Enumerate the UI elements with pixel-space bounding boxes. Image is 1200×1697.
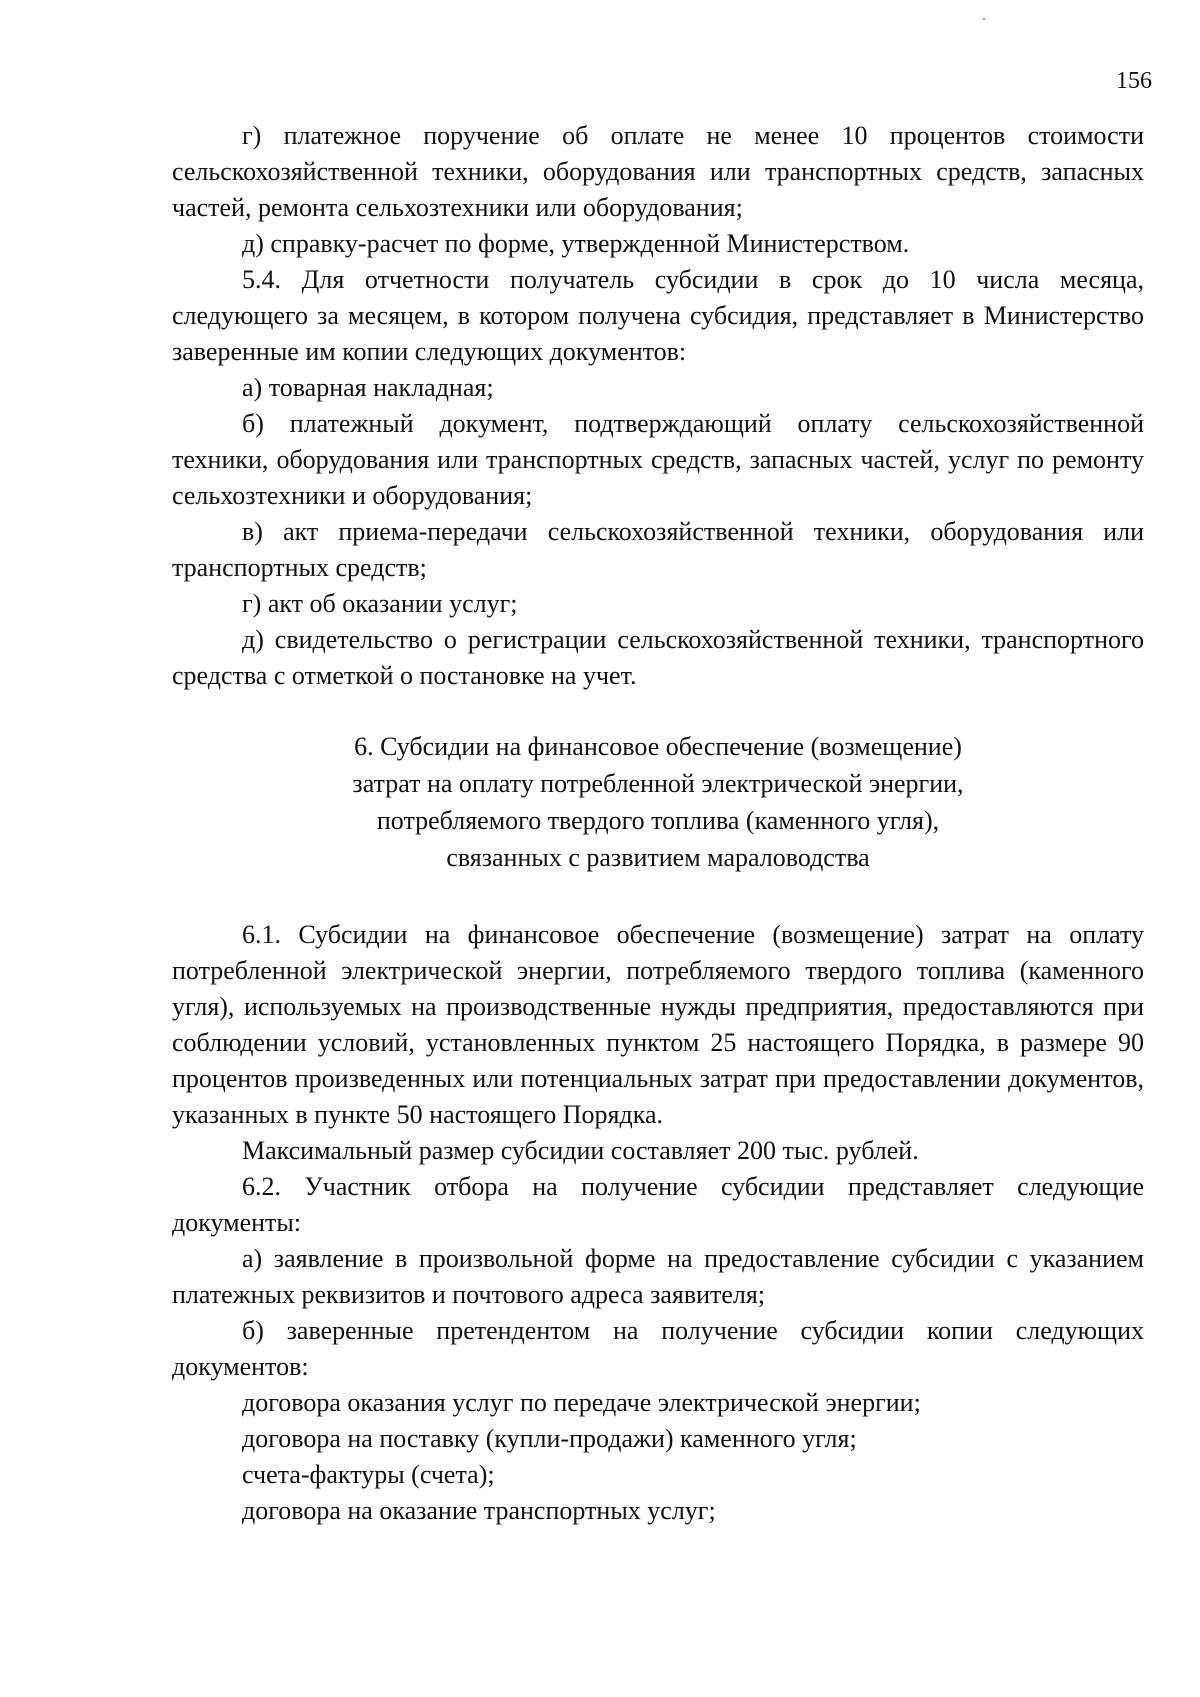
list-item-transport-contract: договора на оказание транспортных услуг; — [242, 1496, 716, 1525]
section-heading-line: затрат на оплату потребленной электрической энергии, — [352, 769, 964, 798]
paragraph-consignment-note: а) товарная накладная; — [242, 373, 494, 402]
paragraph-max-subsidy: Максимальный размер субсидии составляет 200 тыс. рублей. — [242, 1136, 919, 1165]
section-heading-line: связанных с развитием мараловодства — [446, 843, 870, 872]
text-block-upper — [172, 118, 1144, 694]
paragraph-5-4: 5.4. Для отчетности получатель субсидии в срок до 10 числа месяца, следующего за месяцем, в котором получена субсидия, представляет в Министерство заверенные им копии следующих документов: — [172, 265, 1144, 366]
paragraph-payment-document: б) платежный документ, подтверждающий оплату сельскохозяйственной техники, оборудования или транспортных средств, запасных частей, услуг по ремонту сельхозтехники и оборудования; — [172, 409, 1144, 510]
page-number: 156 — [1116, 68, 1152, 94]
paragraph-application: а) заявление в произвольной форме на предоставление субсидии с указанием платежных реквизитов и почтового адреса заявителя; — [172, 1244, 1144, 1309]
list-item-invoices: счета-фактуры (счета); — [242, 1460, 495, 1489]
paragraph-services-act: г) акт об оказании услуг; — [242, 589, 518, 618]
paragraph-calculation-certificate: д) справку-расчет по форме, утвержденной Министерством. — [242, 229, 910, 258]
section-heading-line: 6. Субсидии на финансовое обеспечение (возмещение) — [354, 732, 962, 761]
text-block-lower — [172, 917, 1144, 1529]
section-heading-line: потребляемого твердого топлива (каменного угля), — [376, 806, 940, 835]
paragraph-6-1: 6.1. Субсидии на финансовое обеспечение (возмещение) затрат на оплату потребленной электрической энергии, потребляемого твердого топлива (каменного угля), используемых на производственные нужды предприятия, предоставляются при соблюдении условий, установленных пунктом 25 настоящего Порядка, в размере 90 процентов произведенных или потенциальных затрат при предоставлении документов, указанных в пункте 50 настоящего Порядка. — [172, 920, 1144, 1129]
list-item-coal-supply-contract: договора на поставку (купли-продажи) каменного угля; — [242, 1424, 857, 1453]
scan-speck — [983, 18, 985, 20]
paragraph-certified-copies: б) заверенные претендентом на получение субсидии копии следующих документов: — [172, 1316, 1144, 1381]
paragraph-payment-order: г) платежное поручение об оплате не менее 10 процентов стоимости сельскохозяйственной техники, оборудования или транспортных средств, запасных частей, ремонта сельхозтехники или оборудования; — [172, 121, 1144, 222]
paragraph-acceptance-act: в) акт приема-передачи сельскохозяйственной техники, оборудования или транспортных средств; — [172, 517, 1144, 582]
paragraph-registration-certificate: д) свидетельство о регистрации сельскохозяйственной техники, транспортного средства с отметкой о постановке на учет. — [172, 625, 1144, 690]
list-item-electricity-contract: договора оказания услуг по передаче электрической энергии; — [242, 1388, 921, 1417]
section-6-heading — [172, 728, 1144, 876]
paragraph-6-2: 6.2. Участник отбора на получение субсидии представляет следующие документы: — [172, 1172, 1144, 1237]
